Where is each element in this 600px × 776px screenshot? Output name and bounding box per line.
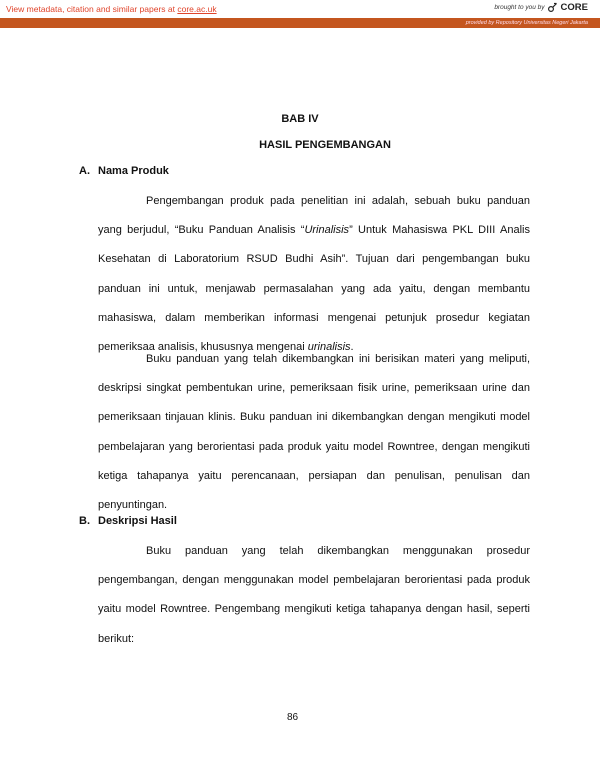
section-heading-b: [79, 515, 177, 527]
paragraph-text: ” Untuk Mahasiswa PKL DIII Analis Kesehatan di Laboratorium RSUD Budhi Asih”. Tujuan dari pengembangan buku panduan ini untuk, menjawab permasalahan yang ada yaitu, dengan membantu mahasiswa, dalam memberikan informasi mengenai petunjuk prosedur kegiatan pemeriksaa analisis, khususnya mengenai: [98, 224, 530, 354]
paragraph-text: Buku panduan yang telah dikembangkan menggunakan prosedur pengembangan, dengan menggunakan model pembelajaran berorientasi pada produk yaitu model Rowntree. Pengembang mengikuti ketiga tahapanya dengan hasil, seperti berikut:: [98, 545, 530, 645]
brought-by-text: brought to you by: [494, 4, 545, 11]
paragraph-text: Pengembangan produk pada penelitian ini adalah, sebuah buku panduan yang berjudul, “Buku Panduan Analisis “: [98, 195, 530, 237]
italic-term: Urinalisis: [304, 224, 350, 237]
core-wordmark: CORE: [560, 2, 588, 13]
paragraph-text: Buku panduan yang telah dikembangkan ini berisikan materi yang meliputi, deskripsi singkat pembentukan urine, pemeriksaan fisik urine, pemeriksaan urine dan pemeriksaan tinjauan klinis. Buku panduan ini dikembangkan dengan mengikuti model pembelajaran yang berorientasi pada produk yaitu model Rowntree, dengan mengikuti ketiga tahapanya yaitu perencanaan, persiapan dan penulisan, penulisan dan penyuntingan.: [98, 353, 530, 512]
italic-term: urinalisis: [307, 341, 351, 354]
section-letter: A.: [79, 165, 90, 177]
chapter-label: BAB IV: [281, 113, 319, 125]
section-heading-a: [79, 165, 169, 177]
section-title: Nama Produk: [98, 165, 169, 177]
chapter-title: HASIL PENGEMBANGAN: [259, 139, 391, 151]
core-ac-uk-link[interactable]: core.ac.uk: [177, 4, 217, 14]
provided-by-text[interactable]: provided by Repository Universitas Negeri Jakarta: [465, 19, 588, 26]
section-letter: B.: [79, 515, 90, 527]
section-title: Deskripsi Hasil: [98, 515, 177, 527]
paragraph-text: .: [350, 341, 354, 354]
core-link-prefix: View metadata, citation and similar papers at: [6, 4, 178, 14]
paragraph-nama-produk-1: [98, 187, 530, 362]
page-number: 86: [286, 712, 299, 723]
paragraph-deskripsi-hasil: [98, 537, 530, 654]
paragraph-nama-produk-2: [98, 345, 530, 520]
